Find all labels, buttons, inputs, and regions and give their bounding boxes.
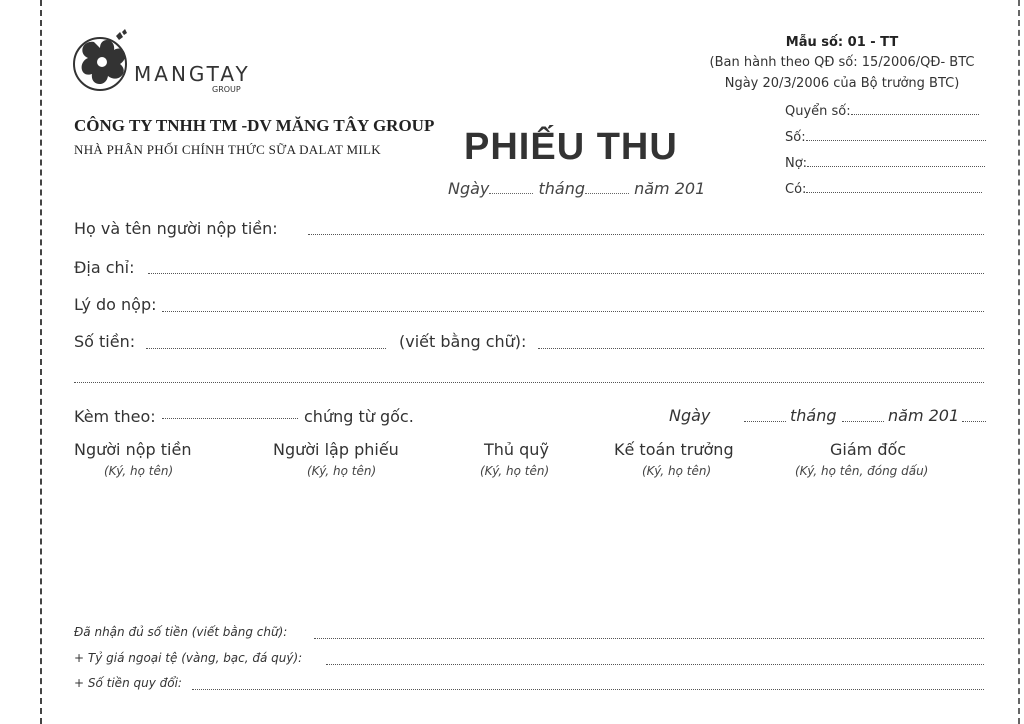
credit-field[interactable] <box>806 182 982 193</box>
date-day-label: Ngày <box>448 179 490 198</box>
signature-role: Người lập phiếu <box>273 440 399 459</box>
sign-day-field[interactable] <box>744 421 786 422</box>
converted-amount-field[interactable] <box>192 689 984 690</box>
issued-by-line-1: (Ban hành theo QĐ số: 15/2006/QĐ- BTC <box>709 55 975 70</box>
reason-field[interactable] <box>162 311 984 312</box>
signature-hint: (Ký, họ tên, đóng dấu) <box>795 464 929 478</box>
flower-logo-icon <box>72 28 134 96</box>
debit-label: Nợ: <box>785 156 808 171</box>
book-number-label: Quyển số: <box>785 104 851 119</box>
reason-label: Lý do nộp: <box>74 295 157 314</box>
exchange-rate-label: + Tỷ giá ngoại tệ (vàng, bạc, đá quý): <box>74 651 303 665</box>
payer-name-label: Họ và tên người nộp tiền: <box>74 219 278 238</box>
attached-label: Kèm theo: <box>74 407 156 426</box>
amount-label: Số tiền: <box>74 332 136 351</box>
company-tagline: NHÀ PHÂN PHỐI CHÍNH THỨC SỮA DALAT MILK <box>74 142 381 157</box>
book-number-field[interactable] <box>851 104 979 115</box>
signature-role: Người nộp tiền <box>74 440 192 459</box>
date-month-field[interactable] <box>585 183 629 194</box>
signature-role: Thủ quỹ <box>484 440 549 459</box>
date-month-label: tháng <box>538 179 586 198</box>
exchange-rate-field[interactable] <box>326 664 984 665</box>
signature-hint: (Ký, họ tên) <box>307 464 377 478</box>
company-logo <box>72 28 272 100</box>
form-number: Mẫu số: 01 - TT <box>785 35 899 50</box>
document-title: PHIẾU THU <box>464 126 678 168</box>
signature-hint: (Ký, họ tên) <box>104 464 174 478</box>
sign-month-label: tháng <box>790 406 837 425</box>
company-name: CÔNG TY TNHH TM -DV MĂNG TÂY GROUP <box>74 116 435 135</box>
converted-amount-label: + Số tiền quy đổi: <box>74 676 182 690</box>
payer-name-field[interactable] <box>308 234 984 235</box>
date-year-label: năm 201 <box>634 179 706 198</box>
amount-words-field-continued[interactable] <box>74 382 984 383</box>
signature-role: Giám đốc <box>830 440 907 459</box>
sign-year-field[interactable] <box>962 421 986 422</box>
credit-row <box>785 182 982 197</box>
book-number-row <box>785 104 979 119</box>
received-amount-field[interactable] <box>314 638 984 639</box>
right-perforation <box>1018 0 1020 724</box>
sign-day-label: Ngày <box>669 406 711 425</box>
address-field[interactable] <box>148 273 984 274</box>
issued-by-line-2: Ngày 20/3/2006 của Bộ trưởng BTC) <box>724 76 960 91</box>
doc-number-label: Số: <box>785 130 806 145</box>
credit-label: Có: <box>785 182 807 197</box>
sign-date <box>669 406 710 425</box>
received-amount-label: Đã nhận đủ số tiền (viết bằng chữ): <box>74 625 288 639</box>
doc-number-field[interactable] <box>806 130 986 141</box>
amount-words-label: (viết bằng chữ): <box>399 332 527 351</box>
address-label: Địa chỉ: <box>74 258 135 277</box>
signature-hint: (Ký, họ tên) <box>480 464 550 478</box>
sign-year-label: năm 201 <box>888 406 960 425</box>
left-perforation <box>40 0 42 724</box>
attached-count-field[interactable] <box>162 418 298 419</box>
debit-row <box>785 156 985 171</box>
issue-date <box>448 179 705 198</box>
brand-sub: GROUP <box>212 85 241 94</box>
original-docs-label: chứng từ gốc. <box>304 407 414 426</box>
amount-words-field[interactable] <box>538 348 984 349</box>
debit-field[interactable] <box>807 156 985 167</box>
sign-month-field[interactable] <box>842 421 884 422</box>
amount-field[interactable] <box>146 348 386 349</box>
brand-name: MANGTAY <box>134 62 251 86</box>
doc-number-row <box>785 130 986 145</box>
signature-role: Kế toán trưởng <box>614 440 734 459</box>
signature-hint: (Ký, họ tên) <box>642 464 712 478</box>
date-day-field[interactable] <box>489 183 533 194</box>
